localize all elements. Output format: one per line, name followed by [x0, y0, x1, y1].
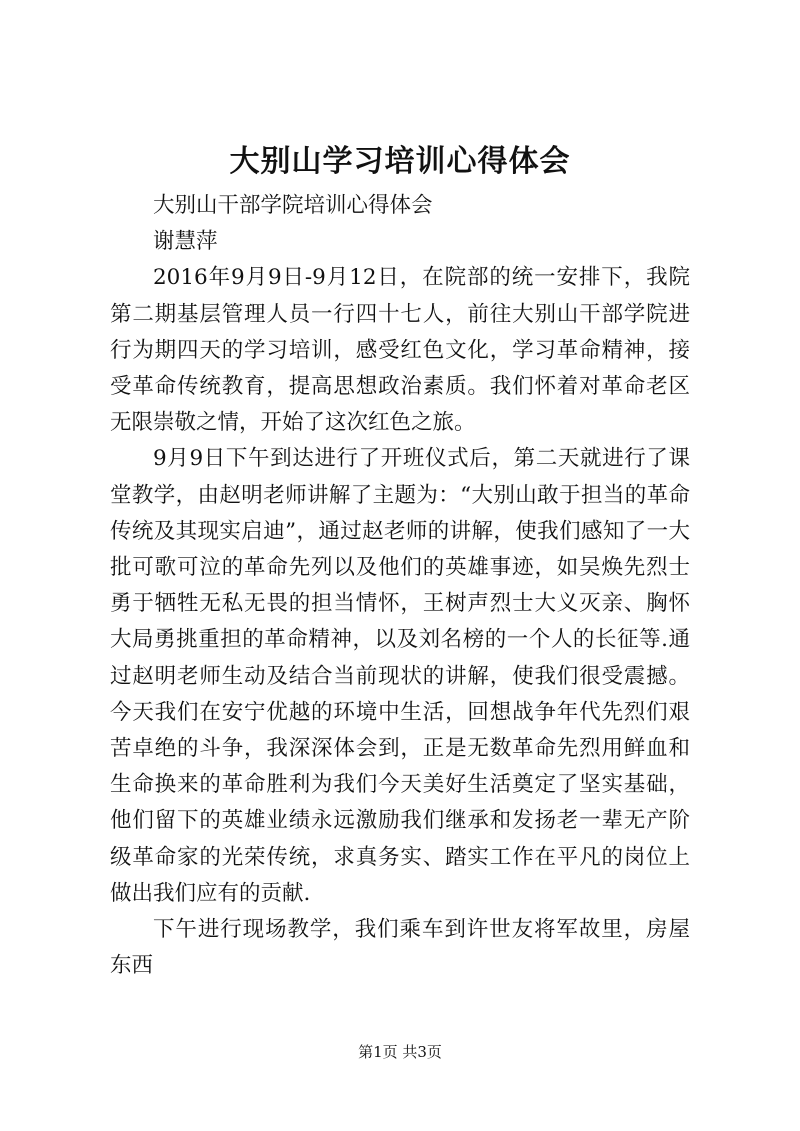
document-subtitle: 大别山干部学院培训心得体会: [153, 193, 433, 218]
document-author: 谢慧萍: [153, 229, 218, 255]
body-paragraph-2: 9月9日下午到达进行了开班仪式后，第二天就进行了课堂教学，由赵明老师讲解了主题为：“大别山敢于担当的革命传统及其现实启迪”，通过赵老师的讲解，使我们感知了一大批可歌可泣的革命先列以及他们的英雄事迹，如吴焕先烈士勇于牺牲无私无畏的担当情怀，王树声烈士大义灭亲、胸怀大局勇挑重担的革命精神，以及刘名榜的一个人的长征等.通过赵明老师生动及结合当前现状的讲解，使我们很受震撼。今天我们在安宁优越的环境中生活，回想战争年代先烈们艰苦卓绝的斗争，我深深体会到，正是无数革命先烈用鲜血和生命换来的革命胜利为我们今天美好生活奠定了坚实基础，他们留下的英雄业绩永远激励我们继承和发扬老一辈无产阶级革命家的光荣传统，求真务实、踏实工作在平凡的岗位上做出我们应有的贡献.: [110, 446, 690, 906]
body-paragraph-3: 下午进行现场教学，我们乘车到许世友将军故里，房屋东西: [110, 917, 690, 979]
body-paragraph-1: 2016年9月9日-9月12日，在院部的统一安排下，我院第二期基层管理人员一行四十七人，前往大别山干部学院进行为期四天的学习培训，感受红色文化，学习革命精神，接受革命传统教育，提高思想政治素质。我们怀着对革命老区无限崇敬之情，开始了这次红色之旅。: [110, 265, 690, 436]
document-title: 大别山学习培训心得体会: [229, 144, 571, 179]
page-footer: 第1页 共3页: [358, 1043, 442, 1061]
document-body: [110, 188, 690, 984]
